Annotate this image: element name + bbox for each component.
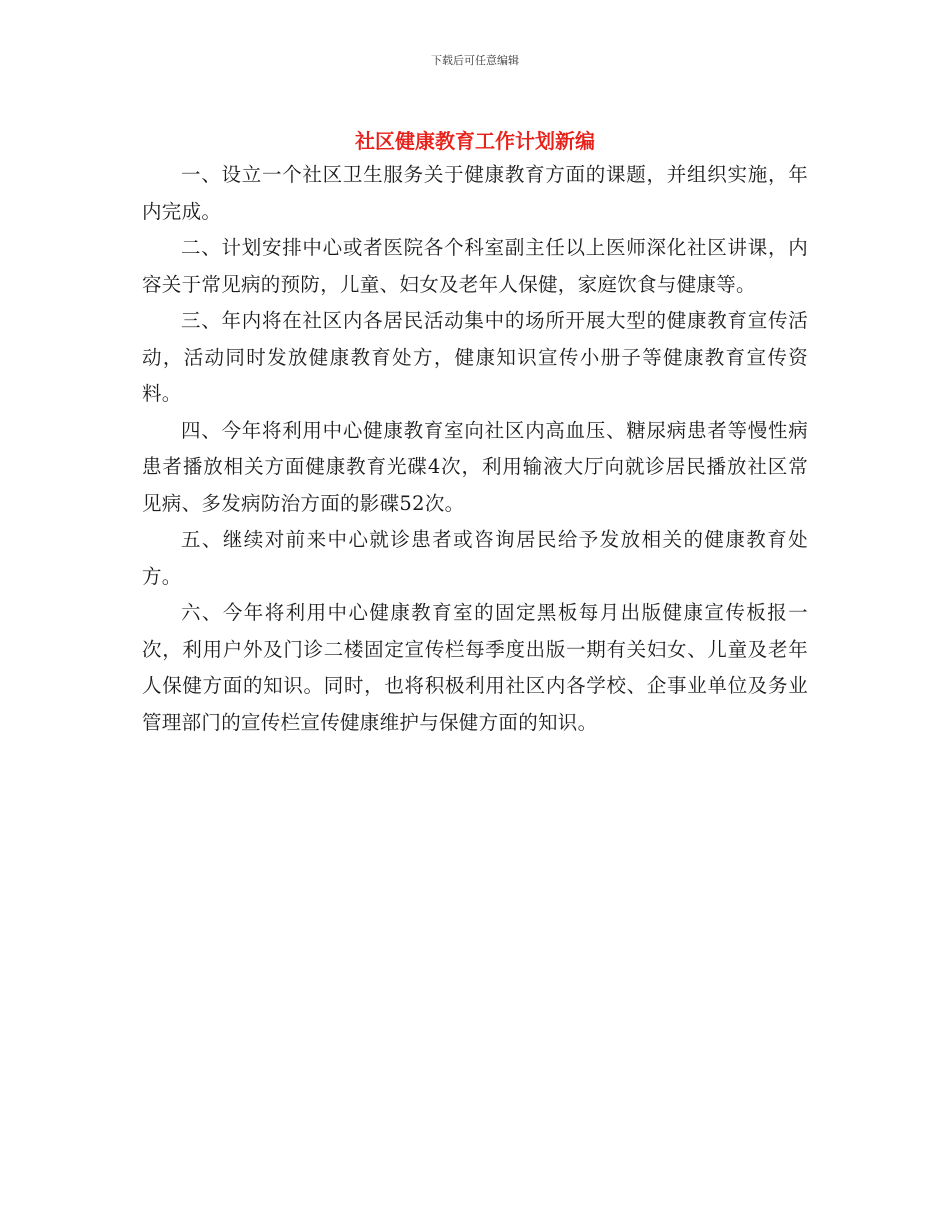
paragraph-5: 五、继续对前来中心就诊患者或咨询居民给予发放相关的健康教育处方。 <box>142 528 808 588</box>
document-body <box>142 157 808 741</box>
page-header: 下载后可任意编辑 <box>431 54 519 67</box>
document-title: 社区健康教育工作计划新编 <box>355 129 595 154</box>
paragraph-2: 二、计划安排中心或者医院各个科室副主任以上医师深化社区讲课，内容关于常见病的预防，儿童、妇女及老年人保健，家庭饮食与健康等。 <box>142 236 808 296</box>
paragraph-1: 一、设立一个社区卫生服务关于健康教育方面的课题，并组织实施，年内完成。 <box>142 163 808 223</box>
paragraph-4: 四、今年将利用中心健康教育室向社区内高血压、糖尿病患者等慢性病患者播放相关方面健康教育光碟4次，利用输液大厅向就诊居民播放社区常见病、多发病防治方面的影碟52次。 <box>142 418 808 515</box>
paragraph-3: 三、年内将在社区内各居民活动集中的场所开展大型的健康教育宣传活动，活动同时发放健康教育处方，健康知识宣传小册子等健康教育宣传资料。 <box>142 309 808 405</box>
paragraph-6: 六、今年将利用中心健康教育室的固定黑板每月出版健康宣传板报一次，利用户外及门诊二楼固定宣传栏每季度出版一期有关妇女、儿童及老年人保健方面的知识。同时，也将积极利用社区内各学校、企事业单位及务业管理部门的宣传栏宣传健康维护与保健方面的知识。 <box>142 601 808 734</box>
